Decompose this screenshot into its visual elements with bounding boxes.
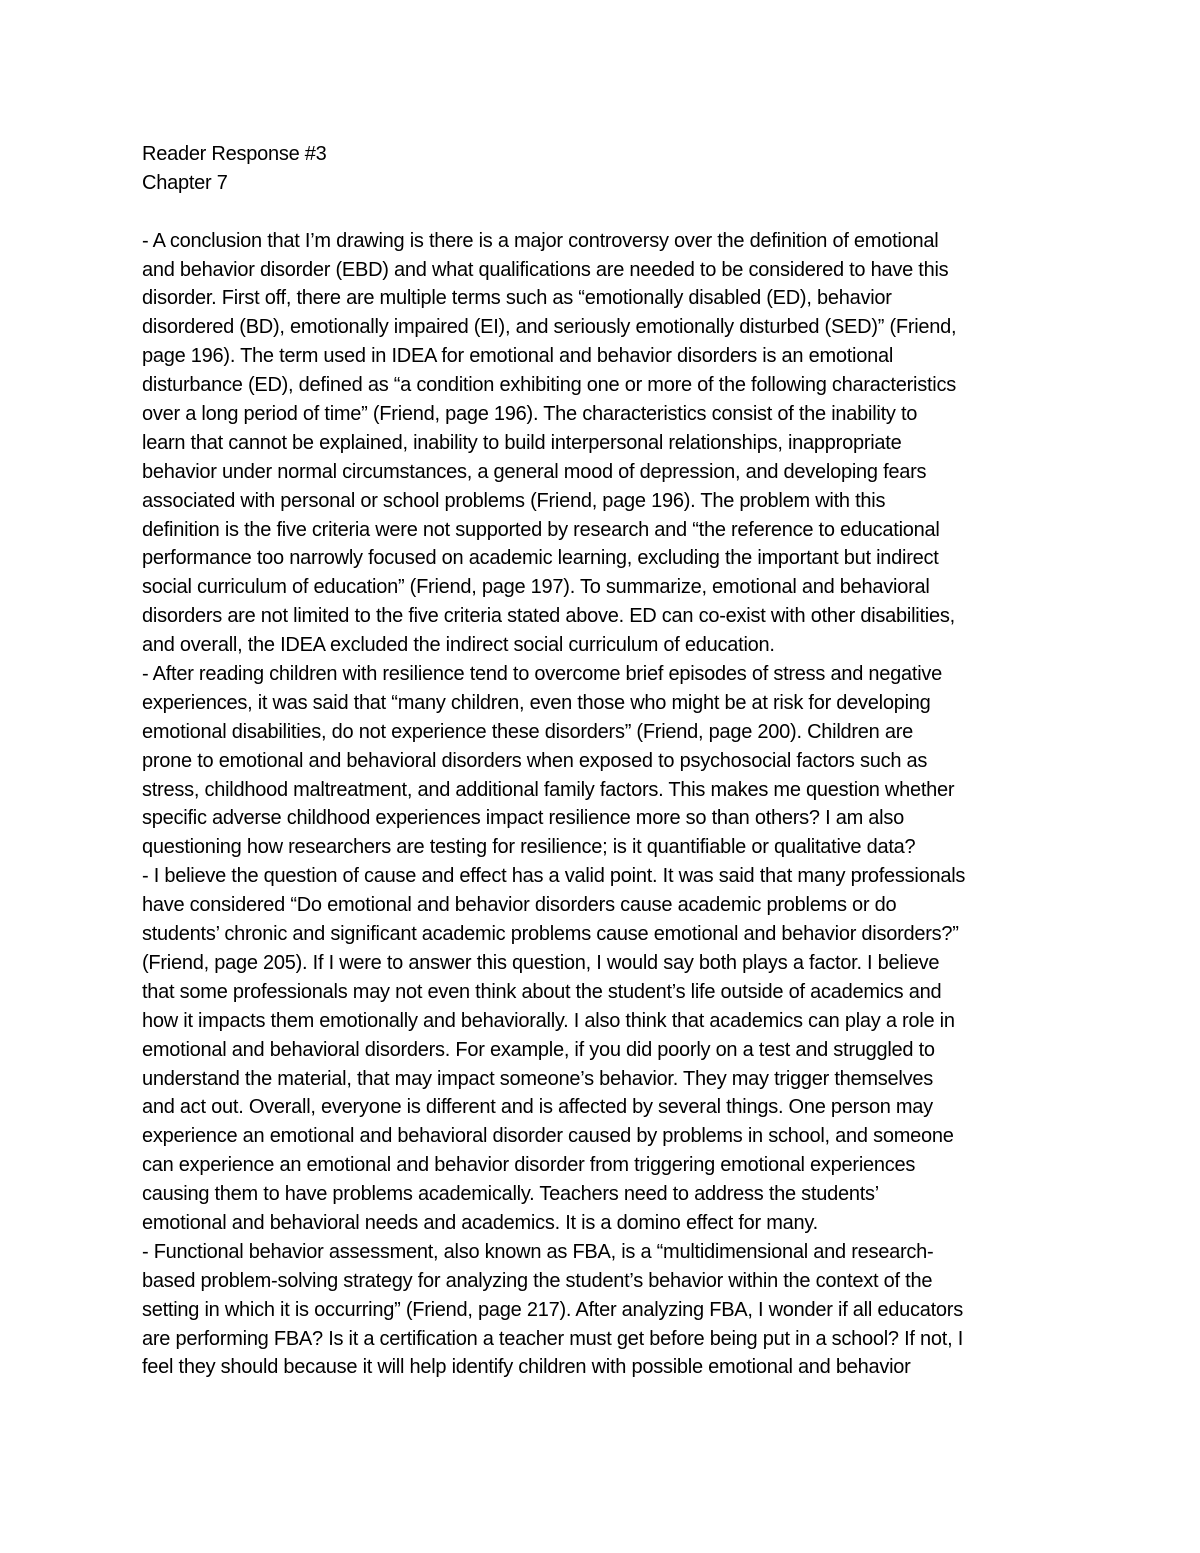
text-line: emotional disabilities, do not experience these disorders” (Friend, page 200). Children are: [142, 720, 914, 743]
text-line: and act out. Overall, everyone is different and is affected by several things. One person may: [142, 1096, 933, 1119]
text-line: have considered “Do emotional and behavior disorders cause academic problems or do: [142, 894, 897, 917]
text-line: social curriculum of education” (Friend, page 197). To summarize, emotional and behavioral: [142, 576, 930, 599]
text-line: causing them to have problems academically. Teachers need to address the students’: [142, 1183, 879, 1206]
text-line: emotional and behavioral disorders. For example, if you did poorly on a test and struggled to: [142, 1038, 935, 1061]
text-line: disorders are not limited to the five criteria stated above. ED can co-exist with other disabilities,: [142, 605, 955, 628]
text-line: experiences, it was said that “many children, even those who might be at risk for developing: [142, 691, 931, 714]
text-line: students’ chronic and significant academic problems cause emotional and behavior disorders?”: [142, 923, 959, 946]
text-line: page 196). The term used in IDEA for emotional and behavior disorders is an emotional: [142, 345, 894, 368]
text-line: that some professionals may not even think about the student’s life outside of academics and: [142, 980, 942, 1003]
text-line: disorder. First off, there are multiple terms such as “emotionally disabled (ED), behavior: [142, 287, 892, 310]
text-line: how it impacts them emotionally and behaviorally. I also think that academics can play a role in: [142, 1009, 955, 1032]
text-line: questioning how researchers are testing for resilience; is it quantifiable or qualitative data?: [142, 836, 916, 859]
text-line: disturbance (ED), defined as “a condition exhibiting one or more of the following characteristics: [142, 374, 956, 397]
text-line: and overall, the IDEA excluded the indirect social curriculum of education.: [142, 634, 775, 657]
chapter-label: Chapter 7: [142, 171, 228, 194]
document-title: Reader Response #3: [142, 143, 327, 165]
text-line: - I believe the question of cause and effect has a valid point. It was said that many professionals: [142, 865, 966, 888]
text-line: stress, childhood maltreatment, and additional family factors. This makes me question whether: [142, 778, 955, 801]
text-line: - After reading children with resilience tend to overcome brief episodes of stress and negative: [142, 663, 943, 686]
document-body: [142, 140, 1060, 1382]
text-line: feel they should because it will help identify children with possible emotional and behavior: [142, 1356, 911, 1379]
text-line: can experience an emotional and behavior disorder from triggering emotional experiences: [142, 1154, 916, 1177]
text-line: experience an emotional and behavioral disorder caused by problems in school, and someone: [142, 1125, 954, 1148]
text-line: disordered (BD), emotionally impaired (EI), and seriously emotionally disturbed (SED)” (Friend,: [142, 316, 957, 339]
text-line: and behavior disorder (EBD) and what qualifications are needed to be considered to have this: [142, 258, 949, 281]
text-line: are performing FBA? Is it a certification a teacher must get before being put in a school? If not, I: [142, 1327, 964, 1350]
text-line: over a long period of time” (Friend, page 196). The characteristics consist of the inability to: [142, 403, 918, 426]
text-line: definition is the five criteria were not supported by research and “the reference to educational: [142, 518, 940, 541]
text-line: setting in which it is occurring” (Friend, page 217). After analyzing FBA, I wonder if all educators: [142, 1298, 963, 1321]
blank-line: [142, 198, 1060, 227]
text-line: - Functional behavior assessment, also known as FBA, is a “multidimensional and research-: [142, 1240, 934, 1263]
text-line: emotional and behavioral needs and academics. It is a domino effect for many.: [142, 1211, 818, 1234]
text-line: learn that cannot be explained, inability to build interpersonal relationships, inappropriate: [142, 431, 902, 454]
text-line: performance too narrowly focused on academic learning, excluding the important but indirect: [142, 547, 939, 570]
text-line: prone to emotional and behavioral disorders when exposed to psychosocial factors such as: [142, 749, 928, 772]
text-line: based problem-solving strategy for analyzing the student’s behavior within the context of the: [142, 1269, 933, 1292]
text-line: specific adverse childhood experiences impact resilience more so than others? I am also: [142, 807, 904, 830]
text-line: - A conclusion that I’m drawing is there is a major controversy over the definition of emotional: [142, 229, 939, 252]
text-line: (Friend, page 205). If I were to answer this question, I would say both plays a factor. I believe: [142, 951, 940, 974]
text-line: associated with personal or school problems (Friend, page 196). The problem with this: [142, 489, 886, 512]
text-line: behavior under normal circumstances, a general mood of depression, and developing fears: [142, 460, 927, 483]
text-line: understand the material, that may impact someone’s behavior. They may trigger themselves: [142, 1067, 933, 1090]
